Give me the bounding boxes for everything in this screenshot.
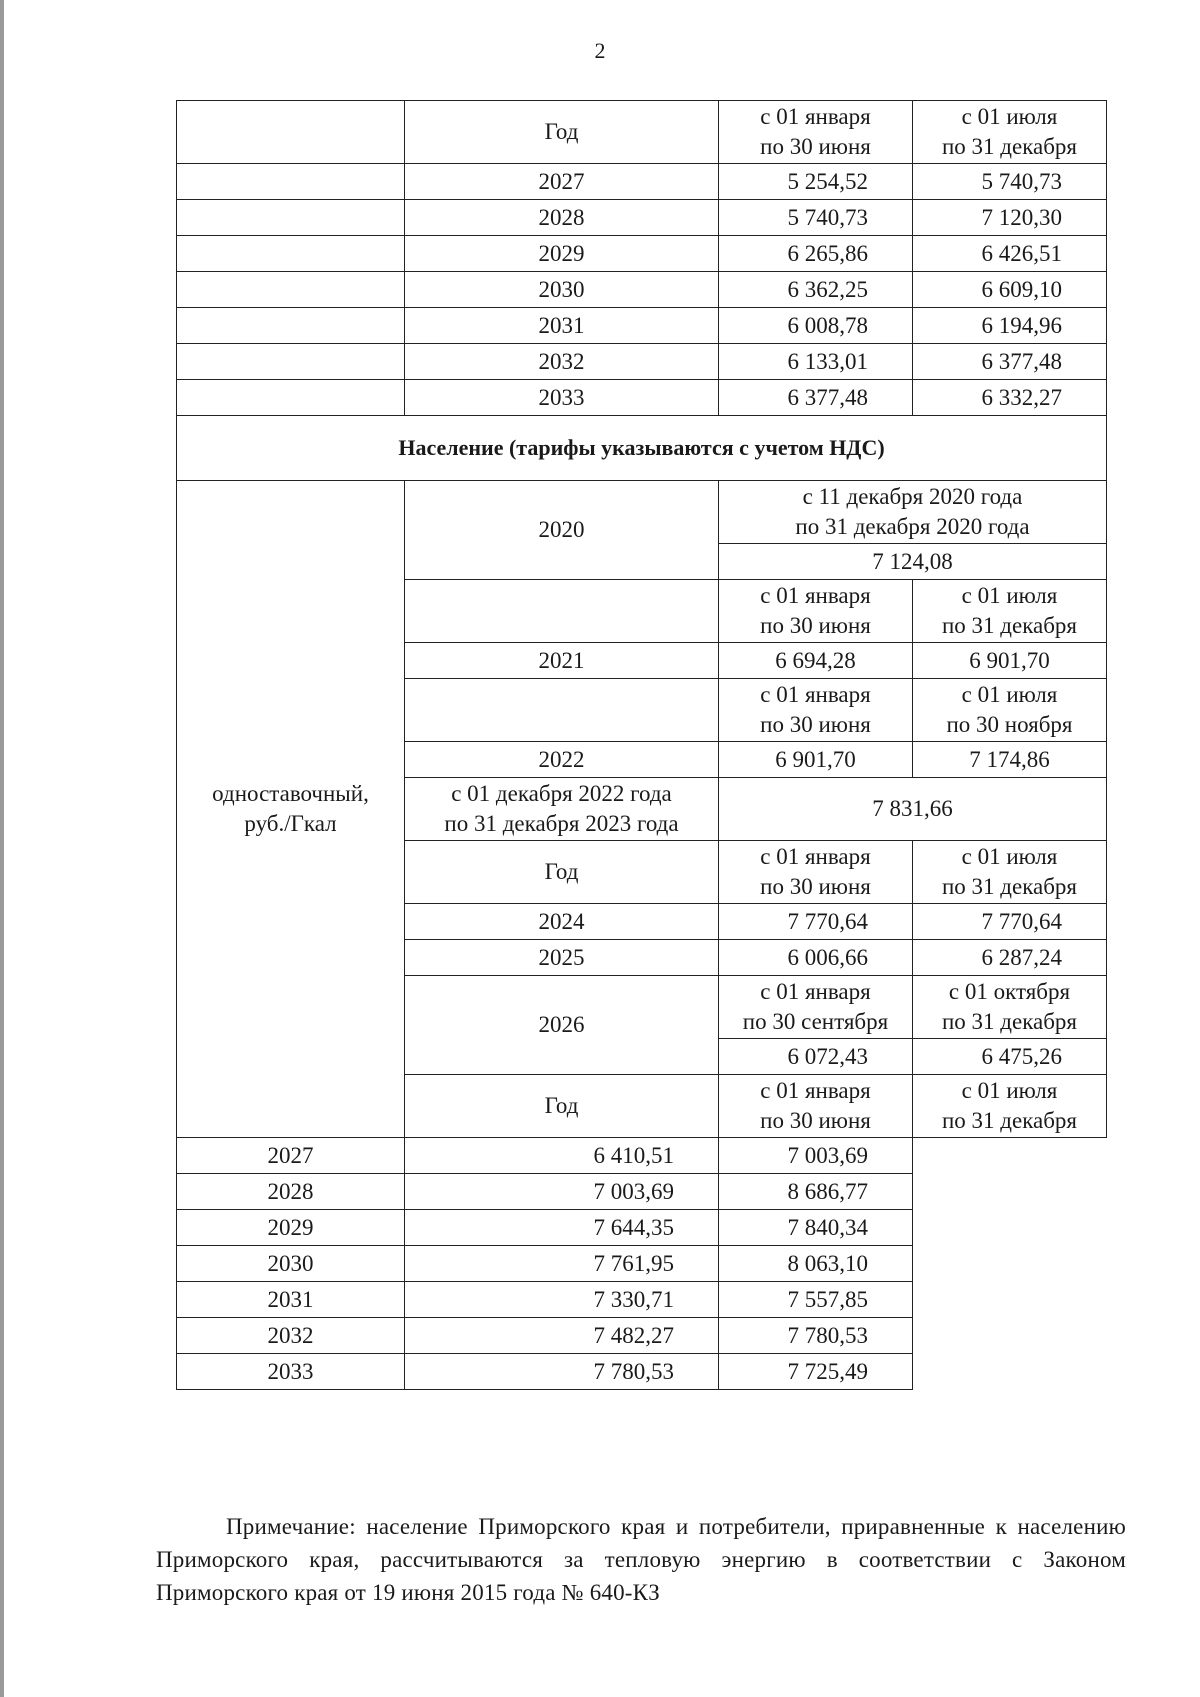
table-row [177,1246,1107,1282]
value-cell: 6 072,43 [719,1039,913,1075]
blank-cell [405,679,719,742]
year-cell: 2030 [405,272,719,308]
value-cell: 7 770,64 [913,904,1107,940]
year-cell: 2032 [177,1318,405,1354]
table-row [177,1210,1107,1246]
year-header: Год [405,1075,719,1138]
year-cell: 2030 [177,1246,405,1282]
table-row [177,1318,1107,1354]
blank-cell [177,380,405,416]
value-cell: 5 740,73 [719,200,913,236]
table-row [177,200,1107,236]
value-cell: 5 740,73 [913,164,1107,200]
year-cell: 2032 [405,344,719,380]
header-row [177,101,1107,164]
period-cell: с 01 января по 30 июня [719,679,913,742]
year-header: Год [405,841,719,904]
year-cell: 2028 [177,1174,405,1210]
value-cell: 7 557,85 [719,1282,913,1318]
value-cell: 6 901,70 [719,742,913,778]
value-cell: 6 287,24 [913,940,1107,976]
year-cell: 2029 [177,1210,405,1246]
section-row [177,416,1107,481]
value-cell: 6 332,27 [913,380,1107,416]
value-cell: 7 124,08 [719,544,1107,580]
value-cell: 6 265,86 [719,236,913,272]
value-cell: 6 475,26 [913,1039,1107,1075]
value-cell: 7 120,30 [913,200,1107,236]
year-cell: 2026 [405,976,719,1075]
value-cell: 6 133,01 [719,344,913,380]
period-cell: с 01 декабря 2022 года по 31 декабря 2023 года [405,778,719,841]
year-cell: 2031 [177,1282,405,1318]
year-cell: 2022 [405,742,719,778]
value-cell: 6 006,66 [719,940,913,976]
tariff-table [176,100,1107,1390]
value-cell: 7 003,69 [405,1174,719,1210]
table-row [177,308,1107,344]
value-cell: 6 377,48 [719,380,913,416]
section-title: Население (тарифы указываются с учетом НДС) [177,416,1107,481]
table-row [177,1138,1107,1174]
table-row [177,164,1107,200]
blank-cell [177,200,405,236]
blank-cell [177,308,405,344]
row-2020-period [177,481,1107,544]
scan-edge [0,0,4,1697]
blank-cell [177,164,405,200]
table-row [177,344,1107,380]
value-cell: 7 780,53 [719,1318,913,1354]
year-cell: 2033 [177,1354,405,1390]
tariff-type-cell: одноставочный, руб./Гкал [177,481,405,1138]
period-header: с 01 июля по 31 декабря [913,1075,1107,1138]
footnote: Примечание: население Приморского края и потребители, приравненные к населению Приморского края, рассчитываются за тепловую энергию в соответствии с Законом Приморского края от 19 июня 2015 года № 640-КЗ [156,1514,1126,1605]
period-cell: с 01 июля по 30 ноября [913,679,1107,742]
value-cell: 7 003,69 [719,1138,913,1174]
value-cell: 6 694,28 [719,643,913,679]
table-row [177,380,1107,416]
value-cell: 7 761,95 [405,1246,719,1282]
blank-cell [177,272,405,308]
value-cell: 7 482,27 [405,1318,719,1354]
blank-cell [177,236,405,272]
value-cell: 7 831,66 [719,778,1107,841]
period-cell: с 01 июля по 31 декабря [913,580,1107,643]
period-cell: с 01 января по 30 сентября [719,976,913,1039]
value-cell: 7 174,86 [913,742,1107,778]
year-cell: 2028 [405,200,719,236]
year-cell: 2029 [405,236,719,272]
period-header-h2: с 01 июля по 31 декабря [913,101,1107,164]
year-cell: 2027 [405,164,719,200]
value-cell: 6 426,51 [913,236,1107,272]
table-row [177,1174,1107,1210]
year-cell: 2031 [405,308,719,344]
table-row [177,272,1107,308]
value-cell: 6 008,78 [719,308,913,344]
year-cell: 2024 [405,904,719,940]
year-cell: 2020 [405,481,719,580]
blank-cell [405,580,719,643]
value-cell: 7 644,35 [405,1210,719,1246]
period-header: с 01 июля по 31 декабря [913,841,1107,904]
value-cell: 5 254,52 [719,164,913,200]
value-cell: 8 686,77 [719,1174,913,1210]
value-cell: 6 901,70 [913,643,1107,679]
period-header: с 01 января по 30 июня [719,1075,913,1138]
value-cell: 6 194,96 [913,308,1107,344]
year-cell: 2021 [405,643,719,679]
value-cell: 6 609,10 [913,272,1107,308]
period-cell: с 11 декабря 2020 года по 31 декабря 2020 года [719,481,1107,544]
table-row [177,1354,1107,1390]
value-cell: 6 377,48 [913,344,1107,380]
value-cell: 7 330,71 [405,1282,719,1318]
year-cell: 2025 [405,940,719,976]
value-cell: 7 725,49 [719,1354,913,1390]
blank-cell [177,101,405,164]
value-cell: 6 410,51 [405,1138,719,1174]
year-cell: 2027 [177,1138,405,1174]
value-cell: 7 840,34 [719,1210,913,1246]
year-cell: 2033 [405,380,719,416]
period-header: с 01 января по 30 июня [719,841,913,904]
value-cell: 8 063,10 [719,1246,913,1282]
blank-cell [177,344,405,380]
table-row [177,236,1107,272]
value-cell: 6 362,25 [719,272,913,308]
table-row [177,1282,1107,1318]
period-cell: с 01 января по 30 июня [719,580,913,643]
value-cell: 7 780,53 [405,1354,719,1390]
year-header: Год [405,101,719,164]
period-header-h1: с 01 января по 30 июня [719,101,913,164]
value-cell: 7 770,64 [719,904,913,940]
period-cell: с 01 октября по 31 декабря [913,976,1107,1039]
page-number: 2 [594,38,606,63]
